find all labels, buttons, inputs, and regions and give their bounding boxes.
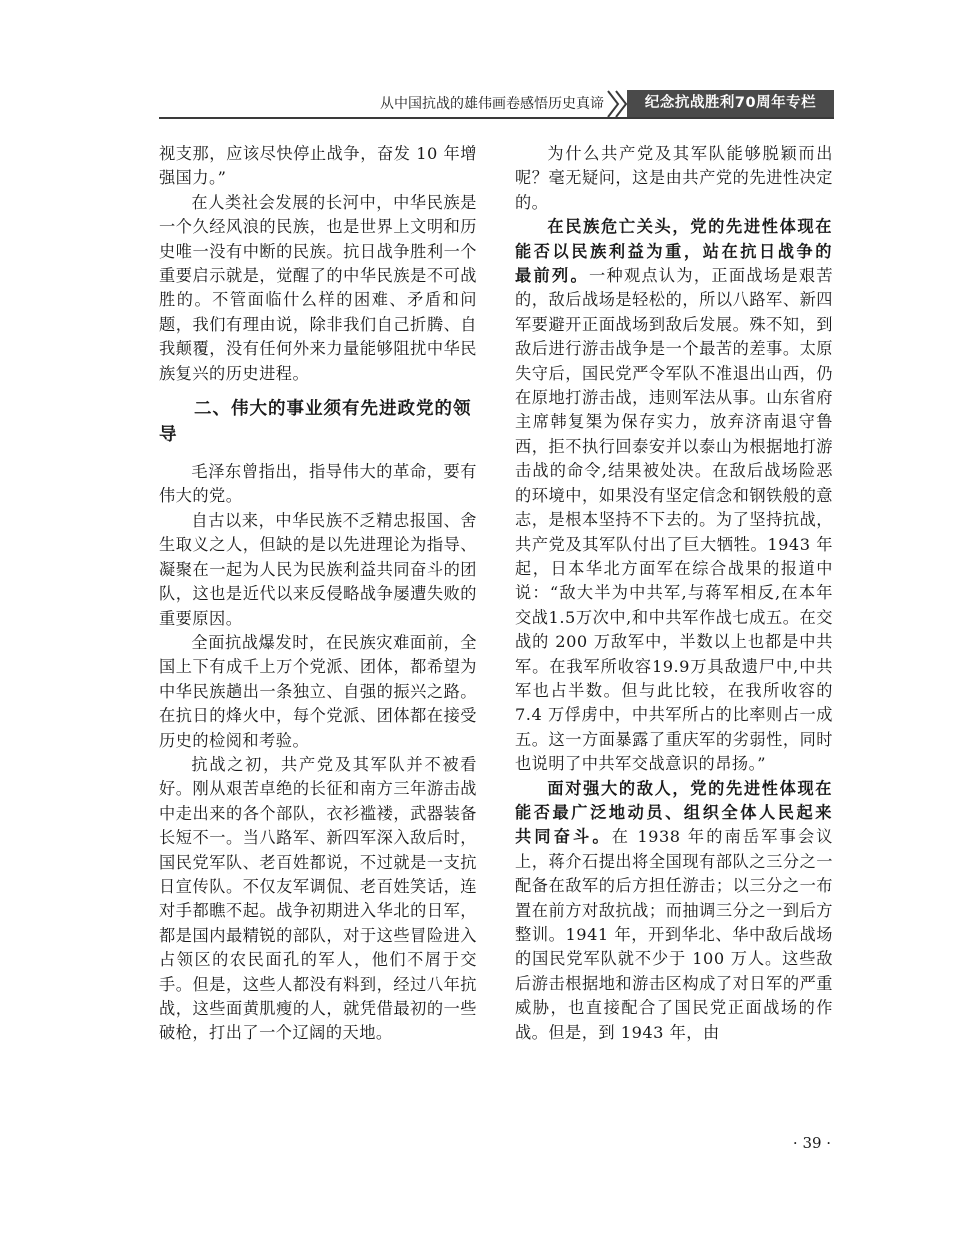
section-heading: 二、伟大的事业须有先进政党的领导: [159, 399, 472, 446]
right-column: [515, 142, 833, 1045]
paragraph-body: 在 1938 年的南岳军事会议上，蒋介石提出将全国现有部队之三分之一配备在敌军的后方担任游击；以三分之一布置在前方对敌抗战；而抽调三分之一到后方整训。1941 年，开到华北、华中敌后战场的国民党军队就不少于 100 万人。这些敌后游击根据地和游击区构成了对日军的严重威胁，也直接配合了国民党正面战场的作战。但是，到 1943 年，由: [515, 827, 833, 1042]
left-column: [159, 142, 477, 1046]
emphasized-thesis: 面对强大的敌人，党的先进性体现在能否最广泛地动员、组织全体人民起来共同奋斗。: [515, 778, 833, 847]
paragraph: [515, 777, 833, 1045]
running-header-article-title: 从中国抗战的雄伟画卷感悟历史真谛: [380, 96, 604, 112]
paragraph: 全面抗战爆发时，在民族灾难面前，全国上下有成千上万个党派、团体，都希望为中华民族趟出一条独立、自强的振兴之路。在抗日的烽火中，每个党派、团体都在接受历史的检阅和考验。: [159, 632, 477, 750]
paragraph: 在人类社会发展的长河中，中华民族是一个久经风浪的民族，也是世界上文明和历史唯一没有中断的民族。抗日战争胜利一个重要启示就是，觉醒了的中华民族是不可战胜的。不管面临什么样的困难、矛盾和问题，我们有理由说，除非我们自己折腾、自我颠覆，没有任何外来力量能够阻扰中华民族复兴的历史进程。: [159, 192, 477, 383]
paragraph-body: 一种观点认为，正面战场是艰苦的，敌后战场是轻松的，所以八路军、新四军要避开正面战场到敌后发展。殊不知，到敌后进行游击战争是一个最苦的差事。太原失守后，国民党严令军队不准退出山西，仍在原地打游击战，违则军法从事。山东省府主席韩复榘为保存实力，放弃济南退守鲁西，拒不执行回泰安并以泰山为根据地打游击战的命令,结果被处决。在敌后战场险恶的环境中，如果没有坚定信念和钢铁般的意志，是根本坚持不下去的。为了坚持抗战，共产党及其军队付出了巨大牺牲。1943 年起，日本华北方面军在综合战果的报道中说：“敌大半为中共军,与蒋军相反,在本年交战1.5万次中,和中共军作战七成五。在交战的 200 万敌军中，半数以上也都是中共军。在我军所收容19.9万具敌遗尸中,中共军也占半数。但与此比较，在我所收容的 7.4 万俘虏中，中共军所占的比率则占一成五。这一方面暴露了重庆军的劣弱性，同时也说明了中共军交战意识的昂扬。”: [515, 266, 834, 774]
paragraph: [515, 215, 833, 776]
paragraph: 为什么共产党及其军队能够脱颖而出呢？毫无疑问，这是由共产党的先进性决定的。: [515, 144, 833, 212]
paragraph: 毛泽东曾指出，指导伟大的革命，要有伟大的党。: [159, 462, 477, 506]
running-header-column-badge: 纪念抗战胜利70周年专栏: [627, 90, 834, 117]
header-divider: [159, 117, 834, 119]
paragraph: 抗战之初，共产党及其军队并不被看好。刚从艰苦卓绝的长征和南方三年游击战中走出来的各个部队，衣衫褴褛，武器装备长短不一。当八路军、新四军深入敌后时，国民党军队、老百姓都说，不过就是一支抗日宣传队。不仅友军调侃、老百姓笑话，连对手都瞧不起。战争初期进入华北的日军，都是国内最精锐的部队，对于这些冒险进入占领区的农民面孔的军人，他们不屑于交手。但是，这些人都没有料到，经过八年抗战，这些面黄肌瘦的人，就凭借最初的一些破枪，打出了一个辽阔的天地。: [159, 754, 477, 1043]
emphasized-thesis: 在民族危亡关头，党的先进性体现在能否以民族利益为重，站在抗日战争的最前列。: [515, 217, 833, 286]
page-number: · 39 ·: [792, 1134, 832, 1152]
paragraph: 视支那，应该尽快停止战争，奋发 10 年增强国力。”: [159, 144, 477, 188]
paragraph: 自古以来，中华民族不乏精忠报国、舍生取义之人，但缺的是以先进理论为指导、凝聚在一起为人民为民族利益共同奋斗的团队，这也是近代以来反侵略战争屡遭失败的重要原因。: [159, 510, 477, 628]
